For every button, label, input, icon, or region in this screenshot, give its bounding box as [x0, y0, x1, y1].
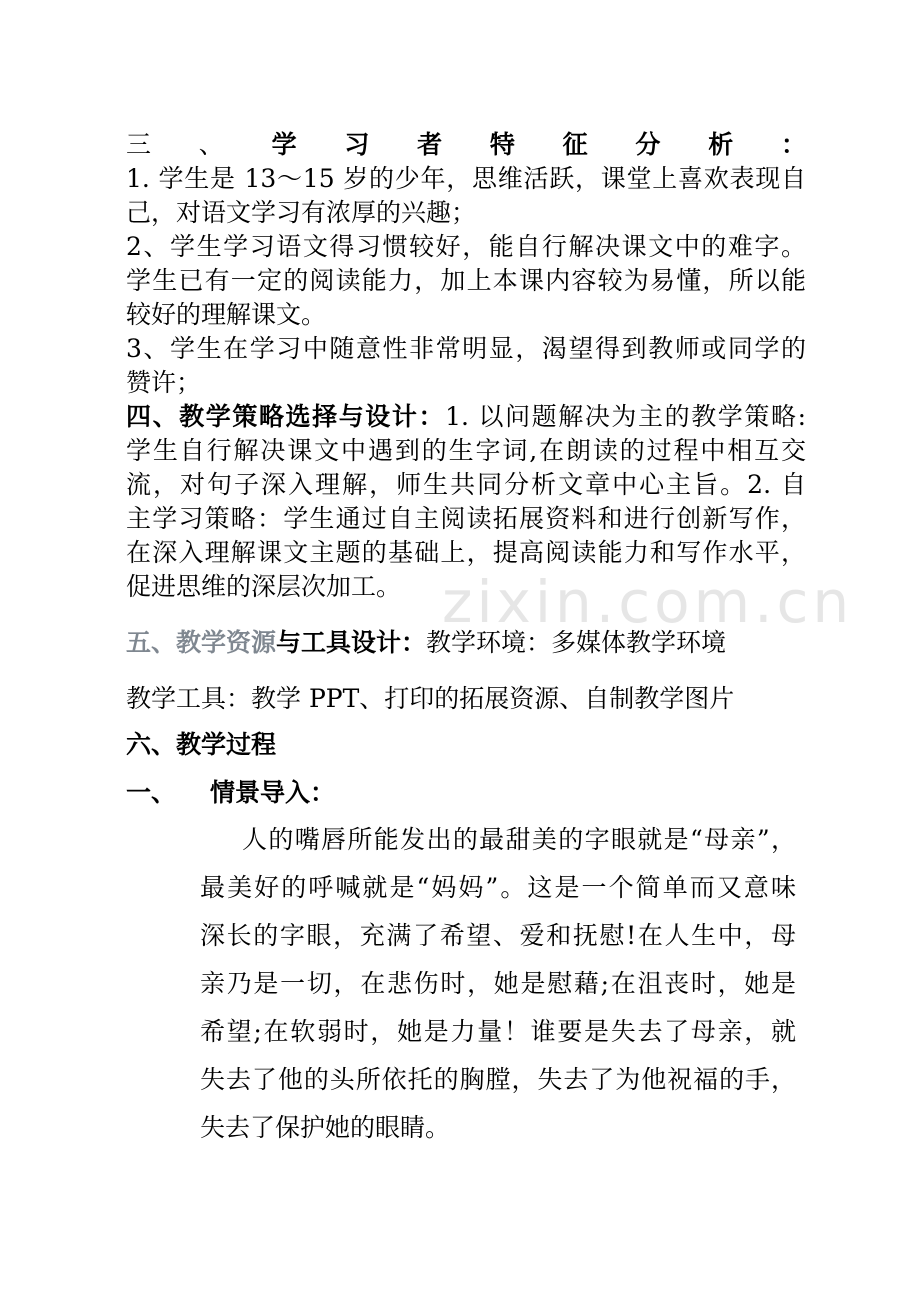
- section-4-line-1: [126, 400, 806, 434]
- section-5-tools: 教学工具：教学 PPT、打印的拓展资源、自制教学图片: [126, 684, 735, 713]
- section-5-title-part-1: 五、教学资源: [126, 628, 277, 657]
- section-4-line-2: 学生自行解决课文中遇到的生字词,在朗读的过程中相互交: [126, 436, 806, 465]
- paragraph-line-6: 失去了他的头所依托的胸膛，失去了为他祝福的手，: [200, 1065, 796, 1094]
- section-4-line-6: 促进思维的深层次加工。: [126, 572, 402, 601]
- section-5-environment: 教学环境：多媒体教学环境: [426, 628, 727, 657]
- subsection-number: 一、: [126, 778, 177, 807]
- section-6-heading: 六、教学过程: [126, 730, 277, 759]
- paragraph-line-4: 亲乃是一切，在悲伤时，她是慰藉;在沮丧时，她是: [200, 969, 796, 998]
- paragraph-line-7: 失去了保护她的眼睛。: [200, 1113, 451, 1142]
- section-3-line-5: 较好的理解课文。: [126, 300, 327, 329]
- section-5-title-part-2: 与工具设计：: [276, 628, 427, 657]
- subsection-title: 情景导入：: [210, 778, 336, 807]
- section-4-line-1-text: 1. 以问题解决为主的教学策略:: [445, 402, 806, 431]
- section-3-heading: [126, 128, 806, 162]
- watermark: zixin.com.cn: [442, 568, 854, 636]
- section-3-line-1: 1. 学生是 13～15 岁的少年，思维活跃，课堂上喜欢表现自: [126, 164, 806, 193]
- section-3-line-6: 3、学生在学习中随意性非常明显，渴望得到教师或同学的: [126, 334, 806, 363]
- section-3-title: 学习者特征分析：: [271, 130, 806, 159]
- paragraph-line-1: 人的嘴唇所能发出的最甜美的字眼就是“母亲”，: [242, 825, 796, 854]
- section-5-heading: [126, 626, 806, 660]
- subsection-heading: [126, 776, 806, 810]
- section-3-line-4: 学生已有一定的阅读能力，加上本课内容较为易懂，所以能: [126, 266, 806, 295]
- section-3-line-2: 己，对语文学习有浓厚的兴趣；: [126, 198, 477, 227]
- section-4-line-3: 流，对句子深入理解，师生共同分析文章中心主旨。2. 自: [126, 470, 806, 499]
- paragraph-line-2: 最美好的呼喊就是“妈妈”。这是一个简单而又意味: [200, 873, 796, 902]
- section-3-number: 三、: [126, 130, 272, 159]
- section-4-line-5: 在深入理解课文主题的基础上，提高阅读能力和写作水平，: [126, 538, 806, 567]
- paragraph-line-5: 希望;在软弱时，她是力量！谁要是失去了母亲，就: [200, 1017, 796, 1046]
- section-3-line-3: 2、学生学习语文得习惯较好，能自行解决课文中的难字。: [126, 232, 806, 261]
- section-3-line-7: 赞许；: [126, 368, 202, 397]
- paragraph-line-3: 深长的字眼，充满了希望、爱和抚慰!在人生中，母: [200, 921, 796, 950]
- section-4-line-4: 主学习策略：学生通过自主阅读拓展资料和进行创新写作，: [126, 504, 806, 533]
- section-4-title: 四、教学策略选择与设计：: [126, 402, 446, 431]
